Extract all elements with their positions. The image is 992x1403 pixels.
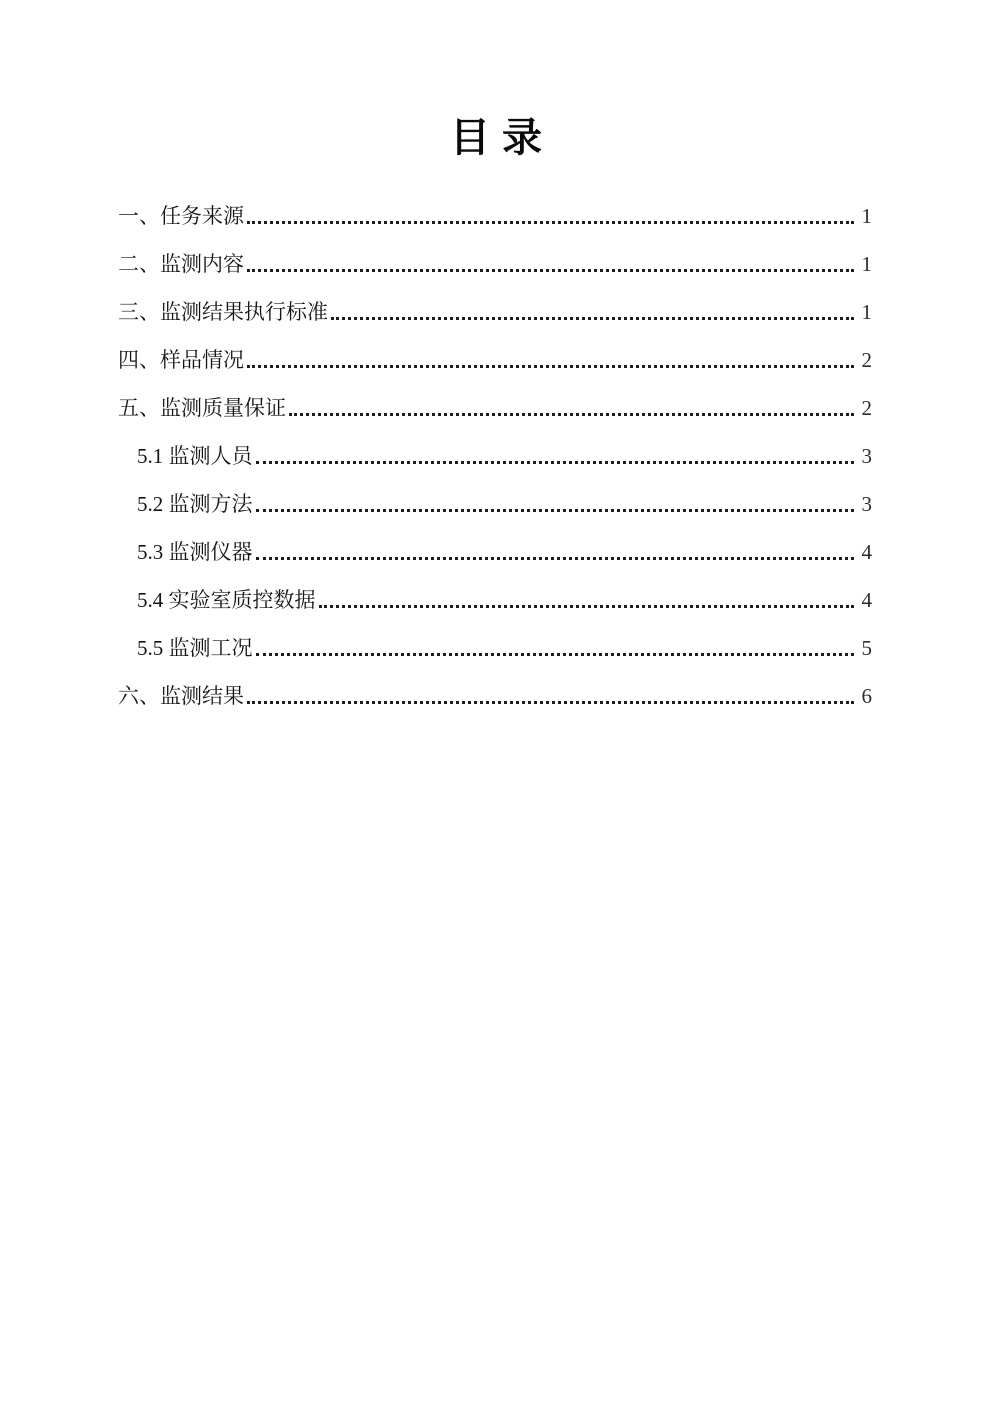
toc-page-number: 5	[861, 635, 872, 660]
toc-leader-dots	[289, 413, 854, 416]
toc-entry[interactable]	[118, 180, 872, 228]
toc-page-number: 1	[861, 203, 872, 228]
toc-page-number: 2	[861, 395, 872, 420]
toc-entry[interactable]	[118, 372, 872, 420]
toc-page-number: 2	[861, 347, 872, 372]
toc-leader-dots	[256, 461, 855, 464]
toc-entry[interactable]	[118, 276, 872, 324]
toc-leader-dots	[319, 605, 855, 608]
toc-entry-label: 四、样品情况	[118, 347, 244, 372]
toc-entry[interactable]	[118, 612, 872, 660]
toc-leader-dots	[256, 509, 855, 512]
toc-entry[interactable]	[118, 660, 872, 708]
toc-list	[0, 180, 992, 708]
toc-page-number: 6	[861, 683, 872, 708]
toc-entry-label: 五、监测质量保证	[118, 395, 286, 420]
toc-entry[interactable]	[118, 516, 872, 564]
toc-entry-label: 5.3 监测仪器	[137, 539, 253, 564]
toc-entry[interactable]	[118, 468, 872, 516]
toc-entry-label: 六、监测结果	[118, 683, 244, 708]
toc-entry-label: 5.4 实验室质控数据	[137, 587, 316, 612]
toc-page-number: 3	[861, 443, 872, 468]
toc-leader-dots	[331, 317, 854, 320]
toc-leader-dots	[256, 653, 855, 656]
toc-entry-label: 三、监测结果执行标准	[118, 299, 328, 324]
toc-entry[interactable]	[118, 564, 872, 612]
toc-page-number: 4	[861, 539, 872, 564]
toc-leader-dots	[247, 701, 854, 704]
toc-entry-label: 5.5 监测工况	[137, 635, 253, 660]
toc-entry-label: 5.1 监测人员	[137, 443, 253, 468]
toc-leader-dots	[247, 221, 854, 224]
toc-page-number: 4	[861, 587, 872, 612]
toc-entry-label: 二、监测内容	[118, 251, 244, 276]
toc-leader-dots	[256, 557, 855, 560]
toc-page-number: 1	[861, 299, 872, 324]
toc-entry[interactable]	[118, 324, 872, 372]
toc-title: 目录	[450, 115, 554, 160]
toc-leader-dots	[247, 269, 854, 272]
toc-leader-dots	[247, 365, 854, 368]
toc-page-number: 1	[861, 251, 872, 276]
toc-entry[interactable]	[118, 228, 872, 276]
toc-entry-label: 一、任务来源	[118, 203, 244, 228]
toc-entry-label: 5.2 监测方法	[137, 491, 253, 516]
toc-page-number: 3	[861, 491, 872, 516]
toc-entry[interactable]	[118, 420, 872, 468]
